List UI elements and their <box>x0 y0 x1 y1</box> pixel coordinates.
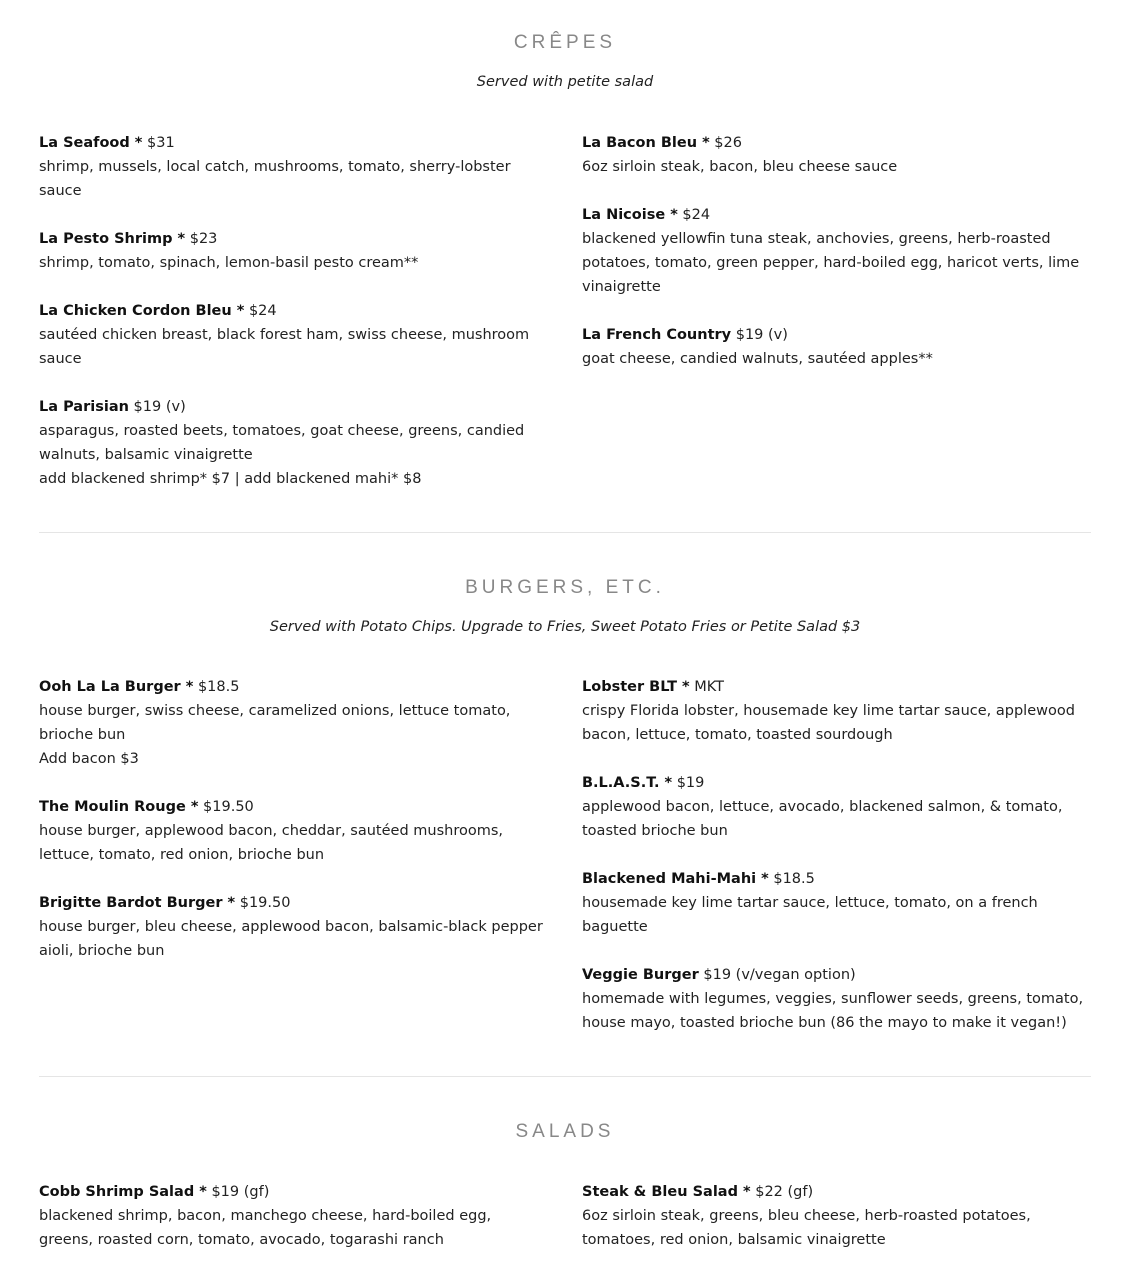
salads-title: SALADS <box>515 1121 615 1142</box>
menu-item-description: house burger, swiss cheese, caramelized onions, lettuce tomato, brioche bun <box>39 703 511 743</box>
menu-item <box>39 1180 544 1252</box>
crepes-section <box>39 31 1091 501</box>
menu-item-name: La Pesto Shrimp * <box>39 231 186 247</box>
menu-item-header <box>582 675 1091 699</box>
burgers-right-column <box>582 675 1091 1059</box>
menu-item-description: house burger, bleu cheese, applewood bacon, balsamic-black pepper aioli, brioche bun <box>39 919 543 959</box>
menu-item-header <box>39 395 544 419</box>
menu-item-description: homemade with legumes, veggies, sunflower seeds, greens, tomato, house mayo, toasted brioche bun (86 the mayo to make it vegan!) <box>582 991 1084 1031</box>
menu-item-description: blackened yellowfin tuna steak, anchovies, greens, herb-roasted potatoes, tomato, green pepper, hard-boiled egg, haricot verts, lime vinaigrette <box>582 231 1080 295</box>
menu-item <box>582 675 1091 747</box>
menu-item-name: La Parisian <box>39 399 129 415</box>
menu-item-name: Brigitte Bardot Burger * <box>39 895 236 911</box>
menu-item-header <box>582 203 1091 227</box>
menu-item-header <box>582 963 1091 987</box>
menu-item-name: Steak & Bleu Salad * <box>582 1184 751 1200</box>
menu-item <box>39 675 544 771</box>
menu-item <box>39 131 544 203</box>
menu-item-price: $19.50 <box>239 895 291 911</box>
menu-item-name: Lobster BLT * <box>582 679 690 695</box>
menu-item-price: $19 (v) <box>735 327 788 343</box>
menu-item <box>582 771 1091 843</box>
menu-item-description: applewood bacon, lettuce, avocado, blackened salmon, & tomato, toasted brioche bun <box>582 799 1063 839</box>
burgers-title: BURGERS, ETC. <box>465 577 665 598</box>
burgers-section <box>39 576 1091 1046</box>
menu-item-header <box>39 891 544 915</box>
menu-item-description: blackened shrimp, bacon, manchego cheese, hard-boiled egg, greens, roasted corn, tomato, avocado, togarashi ranch <box>39 1208 492 1248</box>
menu-item-header <box>39 1180 544 1204</box>
burgers-left-column <box>39 675 544 987</box>
menu-item <box>39 891 544 963</box>
menu-item-name: The Moulin Rouge * <box>39 799 199 815</box>
menu-item <box>582 203 1091 299</box>
menu-item-price: $31 <box>147 135 175 151</box>
crepes-title: CRÊPES <box>513 32 617 53</box>
burgers-subtitle: Served with Potato Chips. Upgrade to Fries, Sweet Potato Fries or Petite Salad $3 <box>269 619 861 635</box>
menu-item-name: Ooh La La Burger * <box>39 679 194 695</box>
menu-item-description: house burger, applewood bacon, cheddar, sautéed mushrooms, lettuce, tomato, red onion, brioche bun <box>39 823 503 863</box>
menu-item <box>39 795 544 867</box>
menu-item <box>39 395 544 491</box>
menu-item-name: La French Country <box>582 327 732 343</box>
menu-item-price: $24 <box>682 207 711 223</box>
menu-item-price: $24 <box>248 303 277 319</box>
section-divider <box>39 532 1091 533</box>
menu-item-price: $18.5 <box>197 679 240 695</box>
menu-item-description: shrimp, tomato, spinach, lemon-basil pesto cream** <box>39 255 419 271</box>
menu-item-name: La Seafood * <box>39 135 143 151</box>
salads-section <box>39 1120 1091 1253</box>
menu-item-description: 6oz sirloin steak, bacon, bleu cheese sauce <box>582 159 898 175</box>
menu-item-header <box>39 299 544 323</box>
menu-item-description: housemade key lime tartar sauce, lettuce, tomato, on a french baguette <box>582 895 1038 935</box>
crepes-right-column <box>582 131 1091 395</box>
menu-item-addon: Add bacon $3 <box>39 751 139 767</box>
menu-item-name: Veggie Burger <box>582 967 699 983</box>
menu-item-price: MKT <box>694 679 724 695</box>
menu-item-description: sautéed chicken breast, black forest ham, swiss cheese, mushroom sauce <box>39 327 530 367</box>
menu-item-description: goat cheese, candied walnuts, sautéed apples** <box>582 351 933 367</box>
menu-item-description: crispy Florida lobster, housemade key lime tartar sauce, applewood bacon, lettuce, tomato, toasted sourdough <box>582 703 1075 743</box>
menu-item <box>39 227 544 275</box>
menu-item-price: $19 (gf) <box>211 1184 270 1200</box>
menu-item-header <box>582 131 1091 155</box>
menu-item-addon: add blackened shrimp* $7 | add blackened mahi* $8 <box>39 471 422 487</box>
menu-item <box>582 1180 1091 1252</box>
menu-item-name: Cobb Shrimp Salad * <box>39 1184 207 1200</box>
menu-item-header <box>39 131 544 155</box>
menu-item-name: La Chicken Cordon Bleu * <box>39 303 245 319</box>
menu-item-price: $19.50 <box>203 799 254 815</box>
menu-item-price: $19 (v/vegan option) <box>703 967 856 983</box>
menu-item-header <box>39 795 544 819</box>
menu-item-header <box>582 1180 1091 1204</box>
menu-item-description: asparagus, roasted beets, tomatoes, goat cheese, greens, candied walnuts, balsamic vinaigrette <box>39 423 525 463</box>
menu-item-header <box>582 323 1091 347</box>
section-divider <box>39 1076 1091 1077</box>
salads-right-column <box>582 1180 1091 1276</box>
menu-item-header <box>39 675 544 699</box>
menu-item-price: $19 (v) <box>133 399 186 415</box>
menu-item <box>39 299 544 371</box>
menu-item <box>582 963 1091 1035</box>
menu-item-description: 6oz sirloin steak, greens, bleu cheese, herb-roasted potatoes, tomatoes, red onion, balsamic vinaigrette <box>582 1208 1031 1248</box>
menu-item-header <box>582 771 1091 795</box>
menu-item-price: $18.5 <box>773 871 815 887</box>
menu-item <box>582 867 1091 939</box>
menu-item-price: $22 (gf) <box>755 1184 814 1200</box>
menu-item-name: B.L.A.S.T. * <box>582 775 673 791</box>
crepes-subtitle: Served with petite salad <box>476 74 654 90</box>
menu-item-header <box>582 867 1091 891</box>
menu-item-price: $26 <box>714 135 742 151</box>
menu-item-description: shrimp, mussels, local catch, mushrooms, tomato, sherry-lobster sauce <box>39 159 511 199</box>
salads-left-column <box>39 1180 544 1276</box>
menu-item-name: La Bacon Bleu * <box>582 135 710 151</box>
menu-item <box>582 323 1091 371</box>
crepes-left-column <box>39 131 544 515</box>
menu-item-name: Blackened Mahi-Mahi * <box>582 871 769 887</box>
menu-item-name: La Nicoise * <box>582 207 678 223</box>
menu-item <box>582 131 1091 179</box>
menu-item-price: $19 <box>676 775 705 791</box>
menu-item-header <box>39 227 544 251</box>
menu-item-price: $23 <box>189 231 218 247</box>
